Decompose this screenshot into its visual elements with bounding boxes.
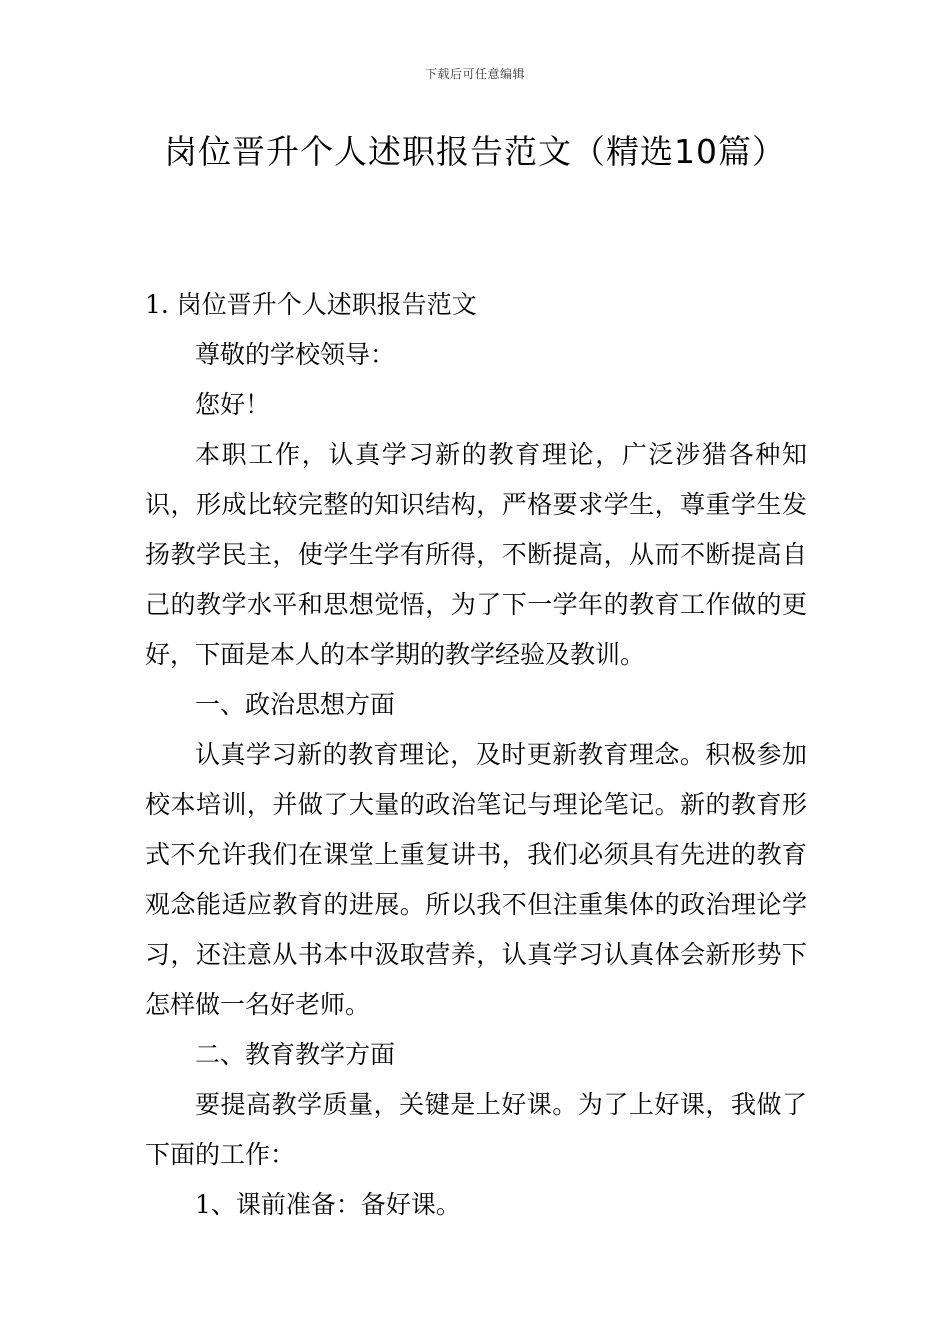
paragraph-intro: 本职工作，认真学习新的教育理论，广泛涉猎各种知识，形成比较完整的知识结构，严格要求学生，尊重学生发扬教学民主，使学生学有所得，不断提高，从而不断提高自己的教学水平和思想觉悟，为了下一学年的教育工作做的更好，下面是本人的本学期的教学经验及教训。 [145,440,807,669]
list-item: 1、课前准备：备好课。 [195,1190,461,1219]
heading-political: 一、政治思想方面 [195,690,396,719]
document-title: 岗位晋升个人述职报告范文（精选10篇） [164,132,786,171]
salutation: 尊敬的学校领导： [195,340,396,369]
section-title: 1. 岗位晋升个人述职报告范文 [145,290,477,319]
header-note: 下载后可任意编辑 [424,67,525,81]
document-body [145,280,807,1230]
paragraph-teaching: 要提高教学质量，关键是上好课。为了上好课，我做了下面的工作： [145,1090,807,1169]
greeting: 您好！ [195,390,271,419]
paragraph-political: 认真学习新的教育理论，及时更新教育理念。积极参加校本培训，并做了大量的政治笔记与理论笔记。新的教育形式不允许我们在课堂上重复讲书，我们必须具有先进的教育观念能适应教育的进展。所以我不但注重集体的政治理论学习，还注意从书本中汲取营养，认真学习认真体会新形势下怎样做一名好老师。 [145,740,807,1019]
heading-teaching: 二、教育教学方面 [195,1040,396,1069]
